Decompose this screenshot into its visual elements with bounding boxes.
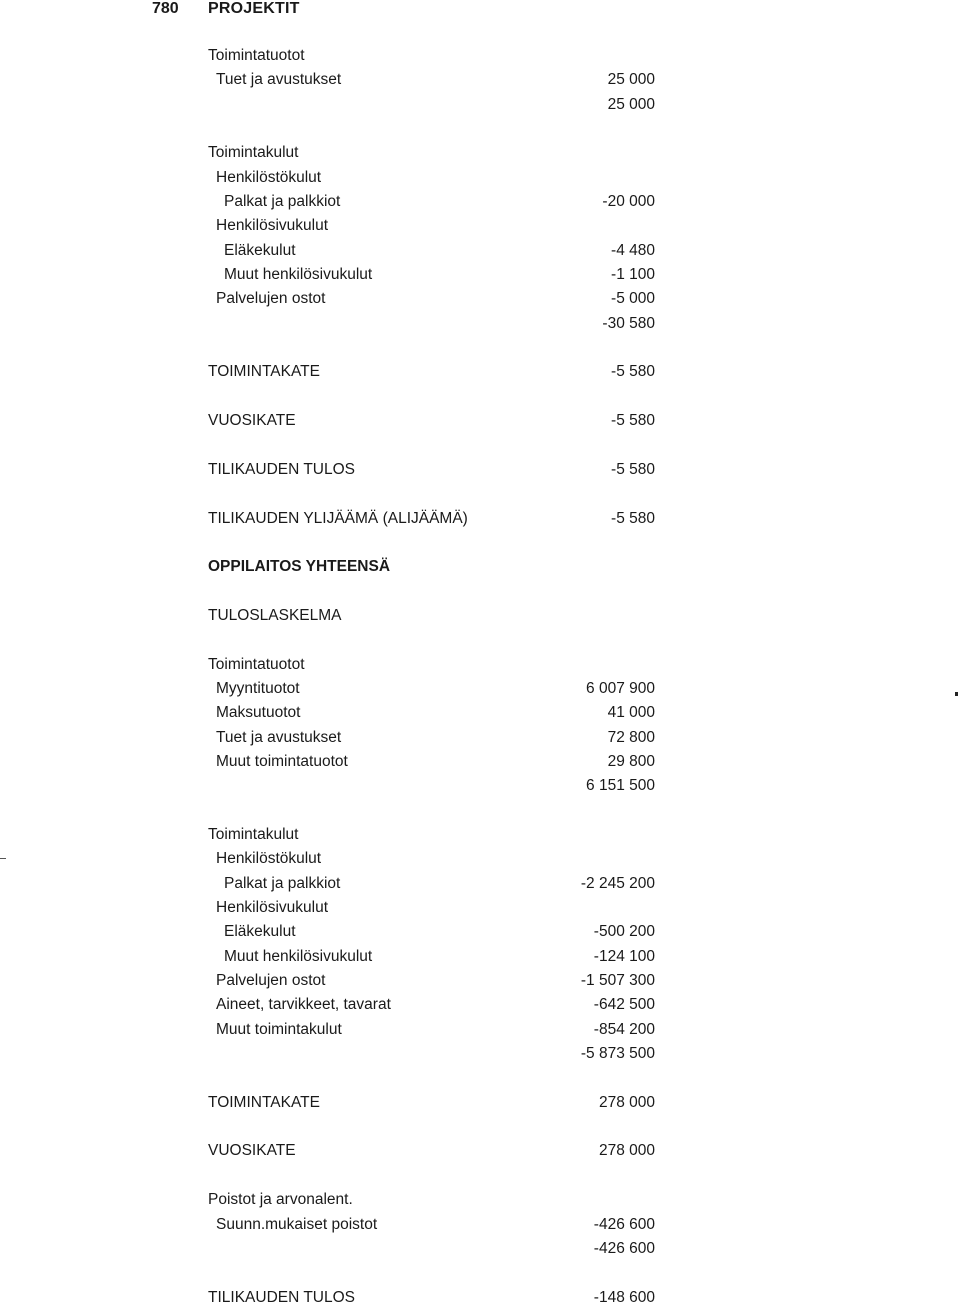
row-label: Toimintatuotot — [208, 655, 305, 673]
row-value: 6 007 900 — [586, 679, 655, 697]
row-value: -1 100 — [611, 266, 655, 284]
row-label: Henkilösivukulut — [216, 899, 328, 917]
row-label: TOIMINTAKATE — [208, 1093, 320, 1111]
row-value: 278 000 — [598, 1093, 655, 1111]
row-value: -5 580 — [611, 509, 655, 527]
row-label: TILIKAUDEN YLIJÄÄMÄ (ALIJÄÄMÄ) — [208, 509, 468, 527]
row-value: -5 580 — [611, 460, 655, 478]
row-value: -30 580 — [602, 314, 655, 332]
section-title: PROJEKTIT — [208, 0, 300, 17]
row-label: Maksutuotot — [216, 704, 301, 722]
row-label: Henkilöstökulut — [216, 850, 322, 868]
row-value: -4 480 — [611, 241, 655, 259]
row-value: 25 000 — [607, 71, 655, 89]
row-label: VUOSIKATE — [208, 1142, 296, 1160]
row-label: Toimintakulut — [208, 826, 299, 843]
row-value: -426 600 — [593, 1239, 655, 1257]
row-value: -5 580 — [611, 363, 655, 381]
row-label: Aineet, tarvikkeet, tavarat — [216, 996, 391, 1014]
row-label: Toimintakulut — [208, 144, 299, 162]
row-label: VUOSIKATE — [208, 412, 296, 430]
row-label: Poistot ja arvonalent. — [208, 1191, 353, 1209]
row-label: Suunn.mukaiset poistot — [216, 1215, 378, 1233]
row-value: 6 151 500 — [586, 777, 655, 795]
row-value: -20 000 — [602, 193, 655, 211]
row-value: -148 600 — [593, 1288, 655, 1306]
row-label: Tuet ja avustukset — [216, 71, 342, 89]
row-label: TOIMINTAKATE — [208, 363, 320, 381]
scan-speck — [955, 692, 958, 696]
row-label: Eläkekulut — [224, 923, 296, 941]
scan-speck — [0, 858, 6, 859]
row-label: Henkilösivukulut — [216, 217, 328, 235]
row-label: TILIKAUDEN TULOS — [208, 460, 356, 478]
financial-statement — [0, 44, 960, 1310]
row-label: Toimintatuotot — [208, 47, 305, 64]
row-value: -5 000 — [611, 290, 655, 308]
row-label: Palkat ja palkkiot — [224, 193, 341, 211]
row-value: 29 800 — [607, 752, 655, 770]
row-label: Henkilöstökulut — [216, 168, 322, 186]
row-value: -5 580 — [611, 412, 655, 430]
row-value: -5 873 500 — [580, 1045, 655, 1063]
row-value: -2 245 200 — [580, 874, 655, 892]
row-label: Palvelujen ostot — [216, 972, 326, 990]
page-number: 780 — [152, 0, 179, 17]
row-value: 278 000 — [598, 1142, 655, 1160]
group-heading: OPPILAITOS YHTEENSÄ — [208, 558, 391, 576]
row-value: -642 500 — [593, 996, 655, 1014]
row-label: Muut henkilösivukulut — [224, 266, 373, 284]
row-label: Myyntituotot — [216, 679, 300, 697]
row-value: -854 200 — [593, 1020, 655, 1038]
row-value: -1 507 300 — [580, 972, 655, 990]
page-header — [0, 0, 960, 24]
row-label: Tuet ja avustukset — [216, 728, 342, 746]
row-label: TILIKAUDEN TULOS — [208, 1288, 356, 1306]
row-value: -124 100 — [593, 947, 655, 965]
row-value: 25 000 — [607, 95, 655, 113]
row-value: 41 000 — [607, 704, 655, 722]
statement-heading: TULOSLASKELMA — [208, 606, 342, 624]
row-label: Eläkekulut — [224, 241, 296, 259]
row-value: -426 600 — [593, 1215, 655, 1233]
row-value: -500 200 — [593, 923, 655, 941]
row-label: Muut toimintatuotot — [216, 752, 348, 770]
row-label: Palvelujen ostot — [216, 290, 326, 308]
row-value: 72 800 — [607, 728, 655, 746]
row-label: Palkat ja palkkiot — [224, 874, 341, 892]
row-label: Muut toimintakulut — [216, 1020, 342, 1038]
row-label: Muut henkilösivukulut — [224, 947, 373, 965]
